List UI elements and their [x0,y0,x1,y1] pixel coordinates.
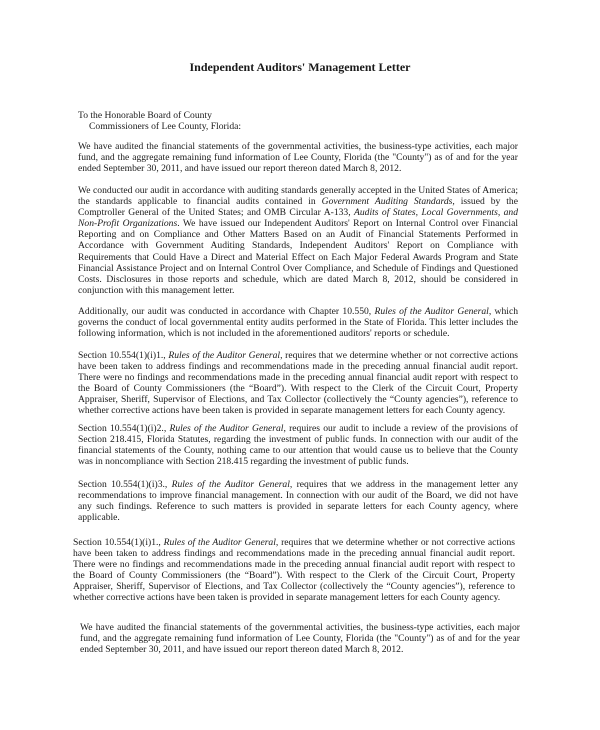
paragraph-6-text-b: , requires that we address in the management letter any recommendations to improve financial management. In connection with our audit of the Board, we did not have any such findings. Reference to such matters is provided in separate letters for each County agency, where applicable. [78,479,519,524]
salutation [78,110,518,132]
paragraph-2 [78,185,518,296]
paragraph-6-text-a: Section 10.554(1)(i)3., [78,479,172,490]
paragraph-4 [78,350,518,417]
paragraph-5 [78,423,518,467]
paragraph-7-text-b: , requires that we determine whether or not corrective actions have been taken to address findings and recommendations made in the preceding annual financial audit report. There were no findings and recommendations made in the preceding annual financial audit report with respect to the Board of County Commissioners (the “Board”). With respect to the Clerk of the Circuit Court, Property Appraiser, Sheriff, Supervisor of Elections, and Tax Collector (collectively the “County agencies”), reference to whether corrective actions have been taken is provided in separate management letters for each County agency. [73,537,516,604]
paragraph-4-text-b: , requires that we determine whether or not corrective actions have been taken to address findings and recommendations made in the preceding annual financial audit report. There were no findings and recommendations made in the preceding annual financial audit report with respect to the Board of County Commissioners (the “Board”). With respect to the Clerk of the Circuit Court, Property Appraiser, Sheriff, Supervisor of Elections, and Tax Collector (collectively the “County agencies”), reference to whether corrective actions have been taken is provided in separate management letters for each County agency. [78,350,519,417]
letter-title: Independent Auditors' Management Letter [189,60,411,74]
paragraph-7-italic-1: Rules of the Auditor General [163,537,276,548]
paragraph-1: We have audited the financial statements of the governmental activities, the business-type activities, each major fund, and the aggregate remaining fund information of Lee County, Florida (the "County") as of and for the year ended September 30, 2011, and have issued our report thereon dated March 8, 2012. [78,141,518,175]
paragraph-5-text-a: Section 10.554(1)(i)2., [78,423,170,434]
paragraph-6 [78,479,518,523]
paragraph-3-text-b: , which governs the conduct of local governmental entity audits performed in the State of Florida. This letter includes the following information, which is not included in the aforementioned auditors' reports or schedule. [78,306,518,340]
paragraph-2-italic-1: Government Auditing Standards [321,196,453,208]
paragraph-2-italic-2: Audits of States, Local Governments, and Non-Profit Organizations [78,207,518,230]
paragraph-3 [78,306,518,339]
paragraph-7 [73,537,515,604]
paragraph-2-text-a: We conducted our audit in accordance with auditing standards generally accepted in the United States of America; the standards applicable to financial audits contained in [78,185,518,208]
paragraph-6-italic-1: Rules of the Auditor General [171,479,290,490]
paragraph-4-text-a: Section 10.554(1)(i)1., [78,350,169,361]
paragraph-5-italic-1: Rules of the Auditor General [169,423,284,434]
paragraph-7-text-a: Section 10.554(1)(i)1., [73,537,164,548]
paragraph-8: We have audited the financial statements of the governmental activities, the business-type activities, each major fund, and the aggregate remaining fund information of Lee County, Florida (the "County") as of and for the year ended September 30, 2011, and have issued our report thereon dated March 8, 2012. [80,622,520,656]
paragraph-4-italic-1: Rules of the Auditor General [168,350,281,361]
paragraph-3-text-a: Additionally, our audit was conducted in accordance with Chapter 10.550, [78,306,375,317]
salutation-line-2: Commissioners of Lee County, Florida: [89,121,242,133]
paragraph-3-italic-1: Rules of the Auditor General [374,306,489,317]
salutation-line-1: To the Honorable Board of County [78,110,212,121]
paragraph-5-text-b: , requires our audit to include a review of the provisions of Section 218.415, Florida Statutes, regarding the investment of public funds. In connection with our audit of the financial statements of the County, nothing came to our attention that would cause us to believe that the County was in noncompliance with Section 218.415 regarding the investment of public funds. [78,423,519,468]
paragraph-2-text-b: , issued by the Comptroller General of the United States; and OMB Circular A-133, [78,196,518,219]
paragraph-2-text-c: . We have issued our Independent Auditors' Report on Internal Control over Financial Reporting and on Compliance and Other Matters Based on an Audit of Financial Statements Performed in Accordance with Government Auditing Standards, Independent Auditors' Report on Compliance with Requirements that Could Have a Direct and Material Effect on Each Major Federal Awards Program and State Financial Assistance Project and on Internal Control Over Compliance, and Schedule of Findings and Questioned Costs. Disclosures in those reports and schedule, which are dated March 8, 2012, should be considered in conjunction with this management letter. [78,218,518,296]
